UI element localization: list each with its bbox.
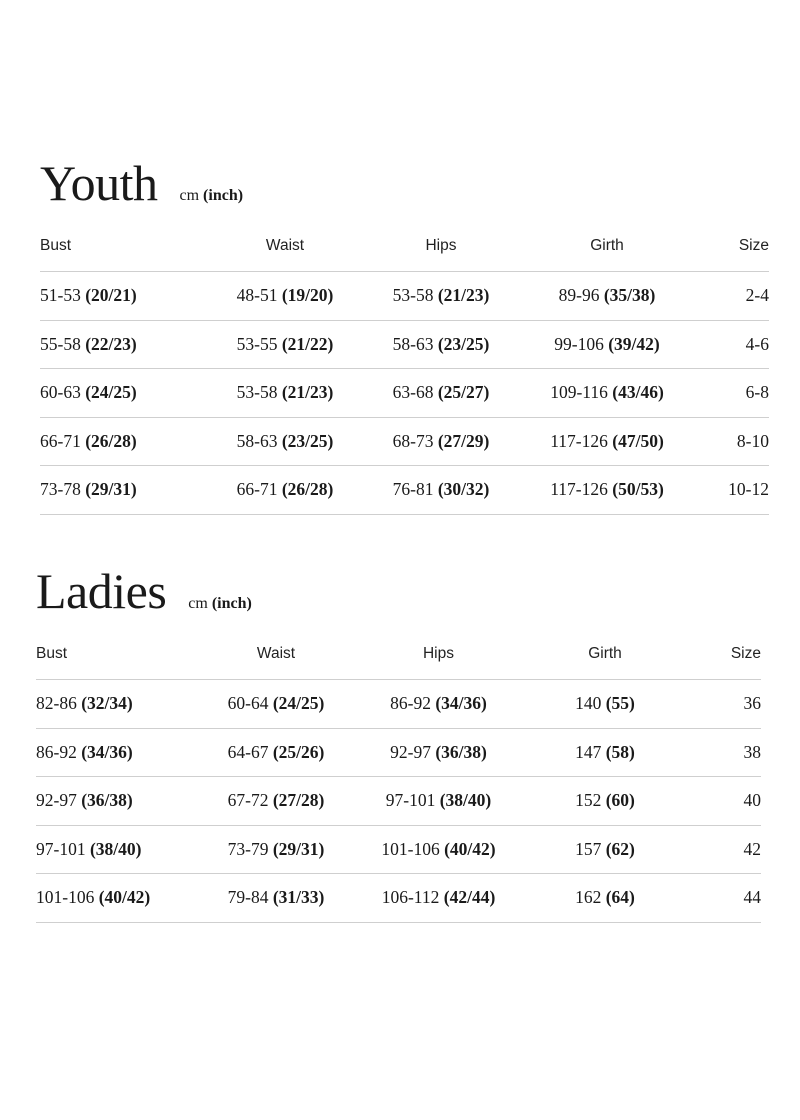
cm-value: 92-97 <box>390 741 431 762</box>
size-cell: 4-6 <box>745 333 769 354</box>
hips-cell <box>356 839 521 860</box>
cm-value: 97-101 <box>36 838 86 859</box>
ladies-unit-label <box>188 595 252 613</box>
youth-heading <box>40 155 769 220</box>
bust-cell <box>36 790 196 811</box>
cm-value: 97-101 <box>385 790 436 811</box>
inch-value: (64) <box>605 887 635 908</box>
waist-cell <box>196 839 356 860</box>
youth-unit-label <box>180 187 244 205</box>
ladies-size-section <box>36 563 761 923</box>
size-cell: 8-10 <box>736 430 769 451</box>
cm-value: 79-84 <box>227 887 269 908</box>
inch-value: (23/25) <box>437 333 490 354</box>
bust-cell <box>36 742 196 763</box>
youth-table-header <box>40 220 769 272</box>
girth-cell <box>521 693 689 714</box>
size-cell: 6-8 <box>745 382 769 403</box>
cm-value: 73-79 <box>227 838 269 859</box>
waist-cell <box>210 479 360 500</box>
ladies-unit-inch: (inch) <box>211 595 252 612</box>
inch-value: (40/42) <box>444 838 496 859</box>
hips-cell <box>360 334 522 355</box>
hips-cell <box>356 693 521 714</box>
cm-value: 68-73 <box>392 430 434 451</box>
cm-value: 66-71 <box>40 430 81 451</box>
table-row <box>40 418 769 467</box>
inch-value: (26/28) <box>281 479 334 500</box>
cm-value: 109-116 <box>550 382 608 403</box>
table-row <box>40 466 769 515</box>
inch-value: (27/29) <box>437 430 490 451</box>
cm-value: 117-126 <box>550 479 608 500</box>
size-cell: 36 <box>743 693 761 714</box>
inch-value: (21/23) <box>437 285 490 306</box>
waist-cell <box>196 887 356 908</box>
hips-cell <box>356 742 521 763</box>
cm-value: 89-96 <box>558 285 600 306</box>
inch-value: (62) <box>605 838 635 859</box>
bust-cell <box>40 479 210 500</box>
cm-value: 157 <box>575 838 602 859</box>
inch-value: (35/38) <box>603 285 656 306</box>
size-cell: 44 <box>743 887 761 908</box>
inch-value: (36/38) <box>435 741 487 762</box>
cm-value: 58-63 <box>236 430 278 451</box>
column-header-size: Size <box>738 237 769 254</box>
bust-cell <box>36 887 196 908</box>
waist-cell <box>210 334 360 355</box>
ladies-unit-cm: cm <box>188 595 208 612</box>
hips-cell <box>360 285 522 306</box>
hips-cell <box>360 382 522 403</box>
girth-cell <box>522 285 692 306</box>
bust-cell <box>40 431 210 452</box>
table-row <box>36 680 761 729</box>
column-header-waist: Waist <box>256 645 296 662</box>
inch-value: (58) <box>605 741 635 762</box>
column-header-hips: Hips <box>422 645 454 662</box>
cm-value: 101-106 <box>381 838 440 859</box>
size-cell: 40 <box>743 790 761 811</box>
girth-cell <box>522 382 692 403</box>
inch-value: (25/26) <box>272 741 325 762</box>
cm-value: 147 <box>575 741 602 762</box>
waist-cell <box>196 742 356 763</box>
cm-value: 82-86 <box>36 693 77 714</box>
inch-value: (39/42) <box>608 333 660 354</box>
table-row <box>36 874 761 923</box>
table-row <box>40 321 769 370</box>
inch-value: (19/20) <box>281 285 334 306</box>
column-header-girth: Girth <box>588 645 622 662</box>
table-row <box>36 826 761 875</box>
girth-cell <box>521 839 689 860</box>
cm-value: 86-92 <box>390 693 431 714</box>
cm-value: 66-71 <box>236 479 278 500</box>
ladies-table-body <box>36 680 761 923</box>
column-header-bust: Bust <box>36 645 68 662</box>
inch-value: (25/27) <box>437 382 490 403</box>
cm-value: 67-72 <box>227 790 269 811</box>
inch-value: (36/38) <box>81 790 133 811</box>
cm-value: 60-64 <box>227 693 269 714</box>
inch-value: (21/22) <box>281 333 334 354</box>
cm-value: 55-58 <box>40 333 81 354</box>
cm-value: 48-51 <box>236 285 278 306</box>
waist-cell <box>196 790 356 811</box>
inch-value: (55) <box>605 693 635 714</box>
girth-cell <box>521 742 689 763</box>
inch-value: (38/40) <box>439 790 492 811</box>
cm-value: 64-67 <box>227 741 269 762</box>
inch-value: (34/36) <box>435 693 487 714</box>
cm-value: 92-97 <box>36 790 77 811</box>
cm-value: 53-55 <box>236 333 278 354</box>
inch-value: (34/36) <box>81 741 133 762</box>
column-header-waist: Waist <box>265 237 305 254</box>
inch-value: (23/25) <box>281 430 334 451</box>
inch-value: (31/33) <box>272 887 325 908</box>
inch-value: (20/21) <box>85 285 137 306</box>
hips-cell <box>360 431 522 452</box>
cm-value: 60-63 <box>40 382 81 403</box>
bust-cell <box>36 839 196 860</box>
inch-value: (40/42) <box>98 887 151 908</box>
ladies-table-header <box>36 628 761 680</box>
hips-cell <box>356 887 521 908</box>
inch-value: (32/34) <box>81 693 133 714</box>
column-header-girth: Girth <box>590 237 624 254</box>
cm-value: 86-92 <box>36 741 77 762</box>
youth-unit-cm: cm <box>179 187 200 204</box>
inch-value: (50/53) <box>612 479 664 500</box>
waist-cell <box>210 382 360 403</box>
inch-value: (24/25) <box>272 693 325 714</box>
inch-value: (21/23) <box>281 382 334 403</box>
inch-value: (24/25) <box>85 382 137 403</box>
waist-cell <box>210 285 360 306</box>
girth-cell <box>521 887 689 908</box>
cm-value: 53-58 <box>392 285 434 306</box>
waist-cell <box>210 431 360 452</box>
girth-cell <box>522 431 692 452</box>
column-header-hips: Hips <box>425 237 457 254</box>
inch-value: (29/31) <box>85 479 137 500</box>
table-row <box>36 777 761 826</box>
girth-cell <box>522 479 692 500</box>
inch-value: (30/32) <box>437 479 490 500</box>
table-row <box>40 369 769 418</box>
cm-value: 51-53 <box>40 285 81 306</box>
cm-value: 140 <box>575 693 602 714</box>
size-cell: 2-4 <box>745 285 769 306</box>
inch-value: (26/28) <box>85 430 137 451</box>
youth-table-body <box>40 272 769 515</box>
cm-value: 117-126 <box>550 430 608 451</box>
size-cell: 10-12 <box>728 479 769 500</box>
inch-value: (29/31) <box>272 838 325 859</box>
cm-value: 58-63 <box>392 333 434 354</box>
waist-cell <box>196 693 356 714</box>
size-cell: 38 <box>743 741 761 762</box>
bust-cell <box>40 285 210 306</box>
girth-cell <box>522 334 692 355</box>
bust-cell <box>36 693 196 714</box>
girth-cell <box>521 790 689 811</box>
column-header-bust: Bust <box>40 237 72 254</box>
bust-cell <box>40 382 210 403</box>
cm-value: 73-78 <box>40 479 81 500</box>
cm-value: 152 <box>575 790 602 811</box>
inch-value: (43/46) <box>612 382 664 403</box>
youth-unit-inch: (inch) <box>203 187 244 204</box>
ladies-title: Ladies <box>36 563 167 619</box>
inch-value: (47/50) <box>612 430 664 451</box>
hips-cell <box>356 790 521 811</box>
hips-cell <box>360 479 522 500</box>
inch-value: (38/40) <box>89 838 142 859</box>
youth-title: Youth <box>40 155 158 211</box>
inch-value: (60) <box>605 790 635 811</box>
cm-value: 53-58 <box>236 382 278 403</box>
table-row <box>36 729 761 778</box>
cm-value: 162 <box>575 887 602 908</box>
inch-value: (22/23) <box>85 333 137 354</box>
inch-value: (27/28) <box>272 790 325 811</box>
cm-value: 106-112 <box>381 887 440 908</box>
cm-value: 101-106 <box>36 887 95 908</box>
size-cell: 42 <box>743 838 761 859</box>
cm-value: 99-106 <box>554 333 604 354</box>
cm-value: 63-68 <box>392 382 434 403</box>
cm-value: 76-81 <box>392 479 434 500</box>
youth-size-section <box>40 155 769 515</box>
bust-cell <box>40 334 210 355</box>
column-header-size: Size <box>730 645 761 662</box>
ladies-heading <box>36 563 761 628</box>
inch-value: (42/44) <box>443 887 496 908</box>
table-row <box>40 272 769 321</box>
